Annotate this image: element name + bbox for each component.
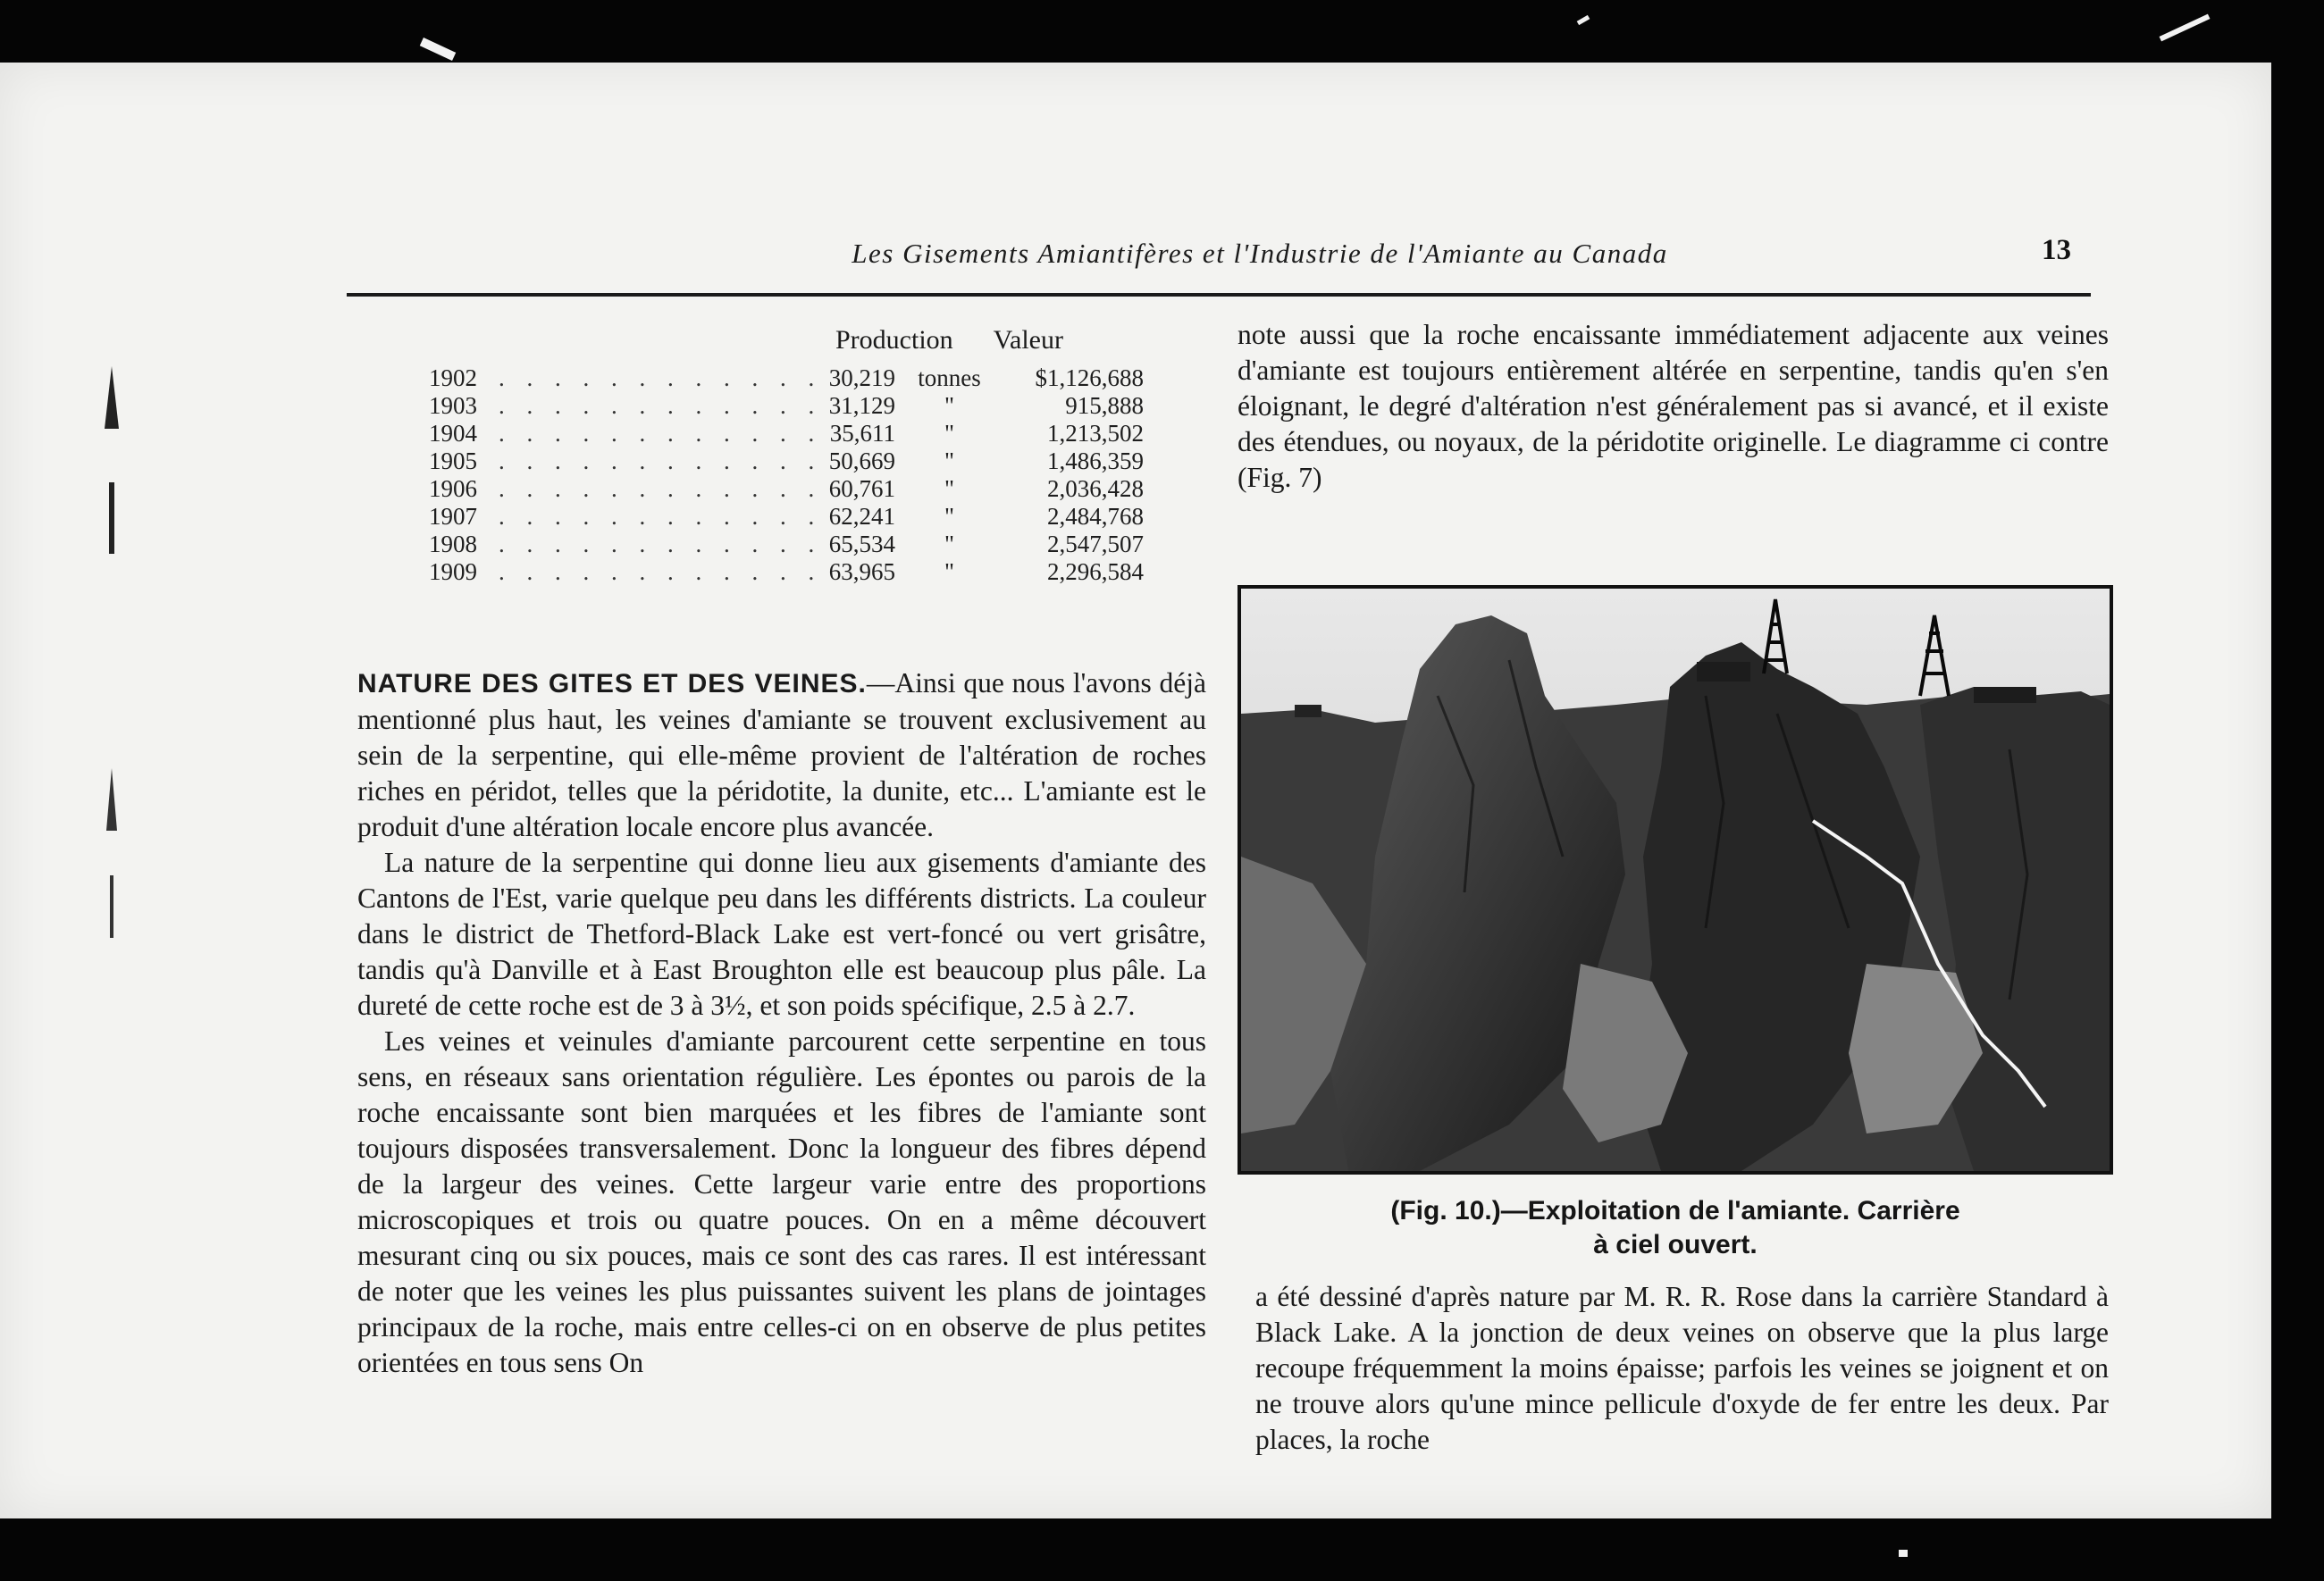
paragraph: La nature de la serpentine qui donne lieu aux gisements d'amiante des Cantons de l'Est, varie quelque peu dans les différents districts. La couleur dans le district de Thetford-Black Lake est vert-foncé ou vert grisâtre, tandis qu'à Danville et à East Broughton elle est beaucoup plus pâle. La dureté de cette roche est de 3 à 3½, et son poids spécifique, 2.5 à 2.7. [357,847,1206,1021]
scan-mark [420,38,456,61]
table-row [429,420,1215,448]
unit-cell: " [944,531,955,557]
leader-dots: . . . . . . . . . . . . [499,475,823,502]
margin-marks [85,348,138,1063]
quarry-photograph [1238,585,2113,1175]
unit-cell: " [944,420,955,447]
page-number: 13 [2042,234,2071,266]
table-row [429,475,1215,503]
paragraph: Les veines et veinules d'amiante parcourent cette serpentine en tous sens, en réseaux sans orientation régulière. Les épontes ou parois de la roche encaissante sont bien marquées et les fibres de l'amiante sont toujours disposées transversalement. Donc la longueur des fibres dépend de la largeur des veines. Cette largeur varie entre des proportions microscopiques et trois ou quatre pouces. On en a même découvert mesurant cinq ou six pouces, mais ce sont des cas rares. Il est intéressant de noter que les veines les plus puissantes suivent les plans de jointages principaux de la roche, mais entre celles-ci on en observe de plus petites orientées en tous sens On [357,1025,1206,1378]
figure-caption [1238,1194,2113,1262]
production-cell: 63,965 [828,558,895,585]
table-row [429,448,1215,475]
leader-dots: . . . . . . . . . . . . [499,503,823,530]
section-title: NATURE DES GITES ET DES VEINES. [357,669,867,698]
production-cell: 62,241 [828,503,895,530]
production-column-header: Production [835,325,953,355]
running-head: Les Gisements Amiantifères et l'Industrie de l'Amiante au Canada [852,238,1668,269]
value-cell: 1,486,359 [1047,448,1144,474]
table-row [429,392,1215,420]
value-cell: 915,888 [1065,392,1144,419]
header-rule [347,293,2091,297]
production-cell: 30,219 [828,364,895,391]
value-cell: 1,213,502 [1047,420,1144,447]
production-cell: 31,129 [828,392,895,419]
year-cell: 1909 [429,558,477,585]
leader-dots: . . . . . . . . . . . . [499,448,823,474]
production-table [429,364,1215,586]
value-cell: 2,547,507 [1047,531,1144,557]
unit-cell: " [944,448,955,474]
value-cell: $1,126,688 [1035,364,1144,391]
year-cell: 1903 [429,392,477,419]
unit-cell: " [944,558,955,585]
table-row [429,503,1215,531]
production-cell: 65,534 [828,531,895,557]
paragraph [357,665,1206,845]
paragraph: note aussi que la roche encaissante immédiatement adjacente aux veines d'amiante est toujours entièrement altérée en serpentine, tandis qu'en s'en éloignant, le degré d'altération n'est généralement pas si avancé, et il existe des étendues, ou noyaux, de la péridotite originelle. Le diagramme ci contre (Fig. 7) [1238,319,2109,493]
leader-dots: . . . . . . . . . . . . [499,364,823,391]
table-row [429,558,1215,586]
table-row [429,364,1215,392]
year-cell: 1908 [429,531,477,557]
caption-line: à ciel ouvert. [1593,1230,1758,1259]
year-cell: 1907 [429,503,477,530]
unit-cell: " [944,392,955,419]
scan-mark [1577,15,1590,25]
paragraph-text: —Ainsi que nous l'avons déjà mentionné plus haut, les veines d'amiante se trouvent exclusivement au sein de la serpentine, qui elle-même provient de l'altération de roches riches en péridot, telles que la péridotite, la dunite, etc... L'amiante est le produit d'une altération locale encore plus avancée. [357,667,1206,842]
document-page [0,63,2271,1518]
year-cell: 1902 [429,364,477,391]
value-cell: 2,296,584 [1047,558,1144,585]
production-cell: 50,669 [828,448,895,474]
year-cell: 1905 [429,448,477,474]
leader-dots: . . . . . . . . . . . . [499,531,823,557]
caption-line: (Fig. 10.)—Exploitation de l'amiante. Carrière [1390,1196,1960,1225]
unit-cell: " [944,475,955,502]
value-cell: 2,484,768 [1047,503,1144,530]
year-cell: 1904 [429,420,477,447]
paragraph: a été dessiné d'après nature par M. R. R. Rose dans la carrière Standard à Black Lake. A la jonction de deux veines on observe que la plus large recoupe fréquemment la moins épaisse; parfois les veines se joignent et on ne trouve alors qu'une mince pellicule d'oxyde de fer entre les deux. Par places, la roche [1255,1281,2109,1455]
leader-dots: . . . . . . . . . . . . [499,420,823,447]
scan-mark [2160,14,2211,42]
quarry-illustration [1241,589,2110,1171]
left-body-text [357,665,1206,1381]
value-cell: 2,036,428 [1047,475,1144,502]
leader-dots: . . . . . . . . . . . . [499,392,823,419]
table-row [429,531,1215,558]
leader-dots: . . . . . . . . . . . . [499,558,823,585]
scan-mark [1899,1550,1908,1557]
production-table-header [835,325,1063,356]
year-cell: 1906 [429,475,477,502]
production-cell: 35,611 [829,420,895,447]
unit-cell: tonnes [918,364,981,391]
production-cell: 60,761 [828,475,895,502]
unit-cell: " [944,503,955,530]
value-column-header: Valeur [993,325,1063,355]
